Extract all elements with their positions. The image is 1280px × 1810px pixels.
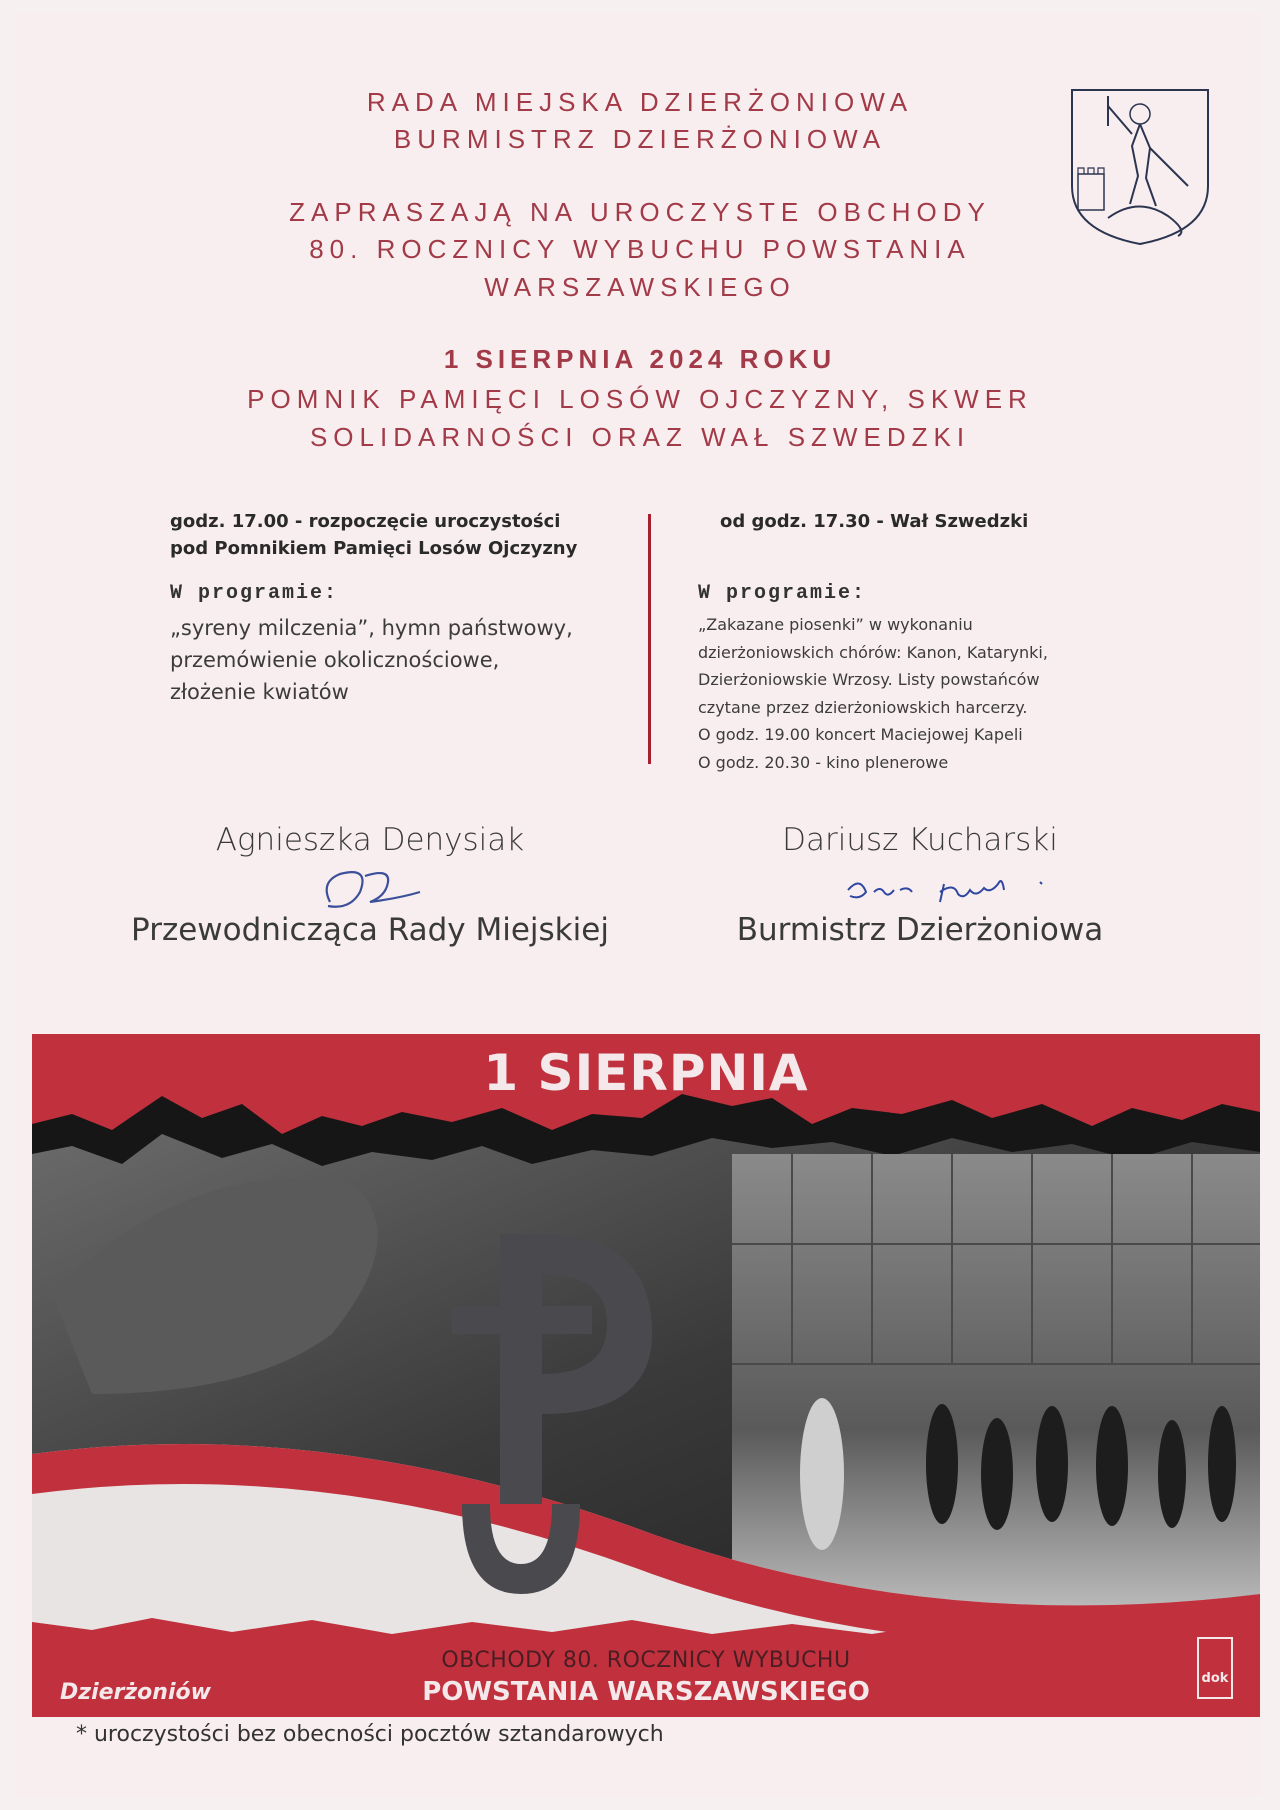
- right-program-line: „Zakazane piosenki” w wykonaniu: [698, 615, 973, 634]
- right-program-list: [698, 611, 1048, 776]
- right-program-line: O godz. 19.00 koncert Maciejowej Kapeli: [698, 725, 1023, 744]
- right-program-line: O godz. 20.30 - kino plenerowe: [698, 752, 949, 772]
- right-signatory-name: Dariusz Kucharski: [782, 822, 1058, 858]
- footnote: * uroczystości bez obecności pocztów sztandarowych: [76, 1722, 664, 1747]
- right-program-label: W programie:: [698, 582, 867, 605]
- banner-subtitle-2: POWSTANIA WARSZAWSKIEGO: [422, 1677, 870, 1707]
- right-program-line: czytane przez dzierżoniowskich harcerzy.: [698, 697, 1028, 717]
- left-signatory-role: Przewodnicząca Rady Miejskiej: [131, 912, 609, 948]
- banner-artwork: [32, 1034, 1260, 1717]
- left-program-line: „syreny milczenia”, hymn państwowy,: [170, 616, 573, 640]
- left-title-line2: pod Pomnikiem Pamięci Losów Ojczyzny: [170, 538, 578, 559]
- right-event-title: od godz. 17.30 - Wał Szwedzki: [720, 511, 1029, 532]
- place-line2: SOLIDARNOŚCI ORAZ WAŁ SZWEDZKI: [309, 422, 971, 452]
- right-signature-image: [840, 870, 1070, 910]
- left-program-line: przemówienie okolicznościowe,: [170, 648, 500, 672]
- right-program-line: Dzierżoniowskie Wrzosy. Listy powstańców: [698, 670, 1040, 689]
- banner-title: 1 SIERPNIA: [483, 1044, 809, 1102]
- left-event-title: [170, 508, 577, 562]
- invite-line3: WARSZAWSKIEGO: [484, 272, 796, 302]
- header-line1: RADA MIEJSKA DZIERŻONIOWA: [366, 87, 914, 117]
- left-title-line1: godz. 17.00 - rozpoczęcie uroczystości: [170, 511, 561, 532]
- left-program-list: [170, 612, 573, 708]
- right-signatory-role: Burmistrz Dzierżoniowa: [736, 912, 1104, 948]
- column-divider: [648, 514, 651, 764]
- invite-line2: 80. ROCZNICY WYBUCHU POWSTANIA: [309, 234, 971, 264]
- event-date: 1 SIERPNIA 2024 ROKU: [443, 344, 837, 374]
- right-program-line: dzierżoniowskich chórów: Kanon, Katarynki,: [698, 642, 1048, 662]
- coat-of-arms-icon: [1068, 86, 1212, 248]
- banner-subtitle-1: OBCHODY 80. ROCZNICY WYBUCHU: [441, 1648, 851, 1673]
- left-signatory-name: Agnieszka Denysiak: [215, 822, 525, 858]
- left-signature-image: [310, 862, 440, 914]
- dok-logo-text: dok: [1201, 1671, 1229, 1686]
- left-program-label: W programie:: [170, 582, 339, 605]
- place-line1: POMNIK PAMIĘCI LOSÓW OJCZYZNY, SKWER: [247, 384, 1033, 414]
- left-program-line: złożenie kwiatów: [170, 680, 349, 704]
- header-line2: BURMISTRZ DZIERŻONIOWA: [393, 124, 887, 154]
- event-banner: [32, 1034, 1260, 1717]
- invite-line1: ZAPRASZAJĄ NA UROCZYSTE OBCHODY: [289, 197, 991, 227]
- dzierzoniow-brand-logo: Dzierżoniów: [60, 1680, 211, 1705]
